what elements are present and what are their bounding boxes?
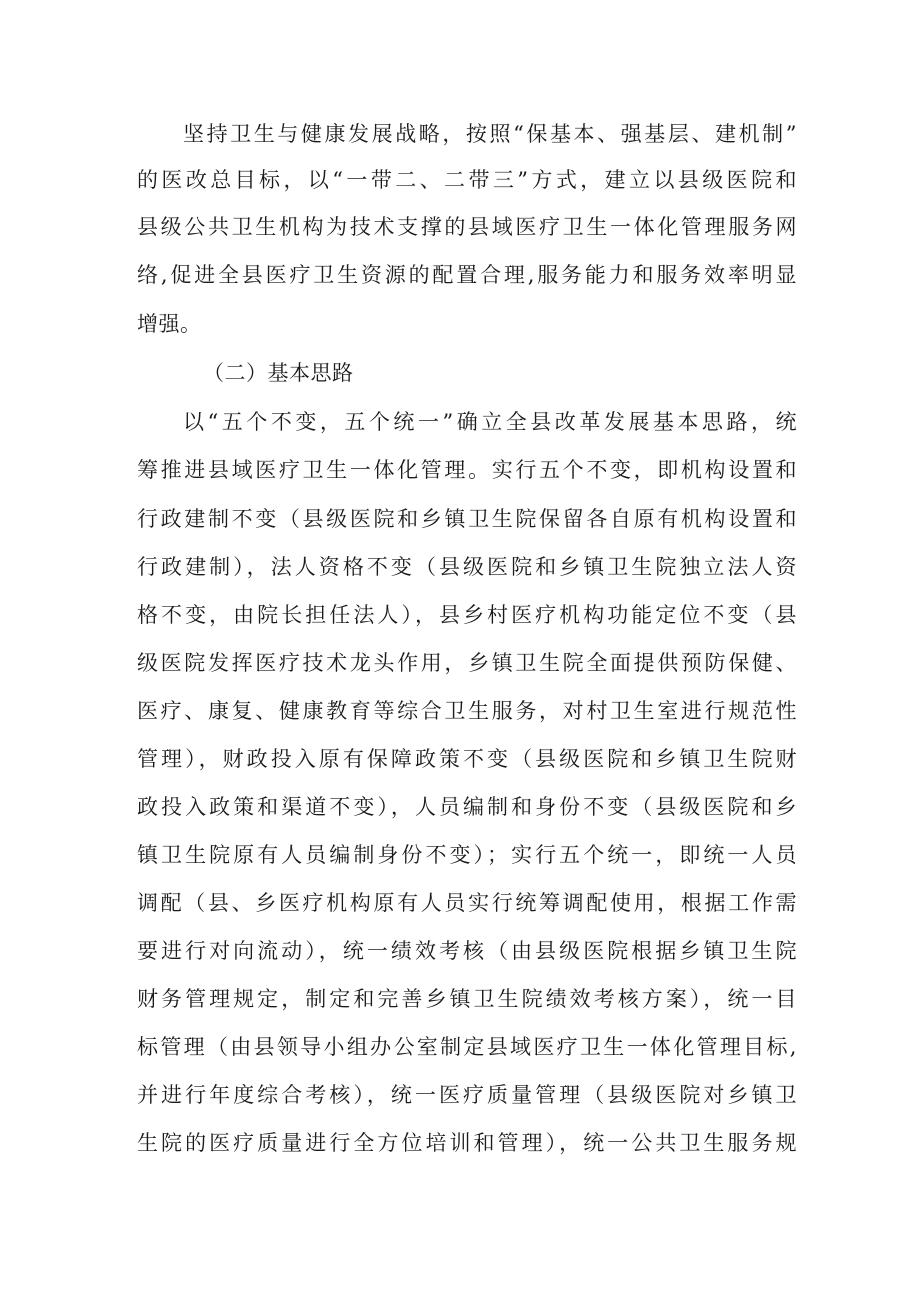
paragraph-1-line-5: 增强。 xyxy=(137,312,202,336)
paragraph-2-line-4: 行政建制），法人资格不变（县级医院和乡镇卫生院独立法人资 xyxy=(137,555,797,579)
paragraph-2-line-14: 标管理（由县领导小组办公室制定县域医疗卫生一体化管理目标, xyxy=(137,1035,797,1059)
paragraph-1-line-4: 络,促进全县医疗卫生资源的配置合理,服务能力和服务效率明显 xyxy=(137,263,797,287)
paragraph-2-line-3: 行政建制不变（县级医院和乡镇卫生院保留各自原有机构设置和 xyxy=(137,507,797,531)
paragraph-2-line-8: 管理），财政投入原有保障政策不变（县级医院和乡镇卫生院财 xyxy=(137,747,797,771)
paragraph-1-line-3: 县级公共卫生机构为技术支撑的县域医疗卫生一体化管理服务网 xyxy=(137,215,797,239)
paragraph-2-line-15: 并进行年度综合考核），统一医疗质量管理（县级医院对乡镇卫 xyxy=(137,1083,797,1107)
section-heading: （二）基本思路 xyxy=(203,361,354,385)
paragraph-1-line-2: 的医改总目标，以“一带二、二带三”方式，建立以县级医院和 xyxy=(137,168,797,192)
paragraph-1-line-1: 坚持卫生与健康发展战略，按照“保基本、强基层、建机制” xyxy=(183,122,797,146)
paragraph-2-line-6: 级医院发挥医疗技术龙头作用，乡镇卫生院全面提供预防保健、 xyxy=(137,651,797,675)
paragraph-2-line-1: 以“五个不变，五个统一”确立全县改革发展基本思路，统 xyxy=(183,410,797,434)
paragraph-2-line-13: 财务管理规定，制定和完善乡镇卫生院绩效考核方案），统一目 xyxy=(137,987,797,1011)
paragraph-2-line-10: 镇卫生院原有人员编制身份不变）；实行五个统一，即统一人员 xyxy=(137,843,797,867)
paragraph-2-line-16: 生院的医疗质量进行全方位培训和管理），统一公共卫生服务规 xyxy=(137,1131,797,1155)
paragraph-2-line-7: 医疗、康复、健康教育等综合卫生服务，对村卫生室进行规范性 xyxy=(137,699,797,723)
paragraph-2-line-9: 政投入政策和渠道不变），人员编制和身份不变（县级医院和乡 xyxy=(137,795,797,819)
paragraph-2-line-5: 格不变，由院长担任法人），县乡村医疗机构功能定位不变（县 xyxy=(137,603,797,627)
paragraph-2-line-11: 调配（县、乡医疗机构原有人员实行统筹调配使用，根据工作需 xyxy=(137,891,797,915)
paragraph-2-line-2: 筹推进县域医疗卫生一体化管理。实行五个不变，即机构设置和 xyxy=(137,458,797,482)
paragraph-2-line-12: 要进行对向流动），统一绩效考核（由县级医院根据乡镇卫生院 xyxy=(137,939,797,963)
